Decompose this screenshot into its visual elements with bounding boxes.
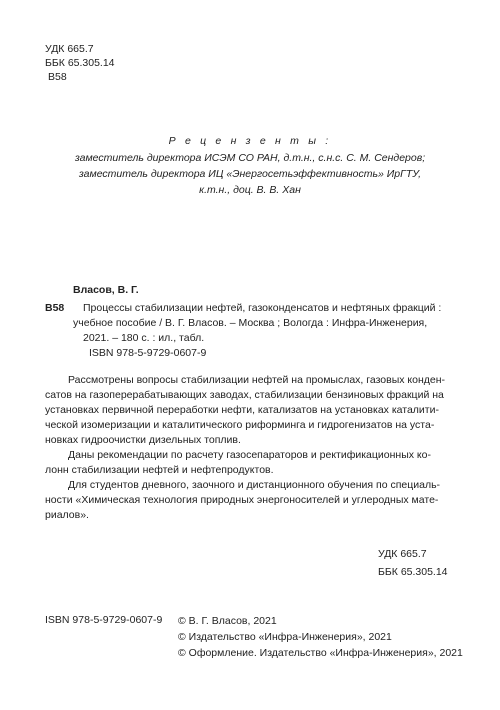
abstract-line: новках гидроочистки дизельных топлив. [45, 434, 241, 446]
copyright-line: © Оформление. Издательство «Инфра-Инженерия», 2021 [178, 647, 463, 659]
abstract-line: риалов». [45, 509, 89, 521]
bibliographic-line: учебное пособие / В. Г. Власов. – Москва ; Вологда : Инфра-Инженерия, [73, 317, 428, 329]
author-name: Власов, В. Г. [73, 284, 139, 296]
classification-codes-bottom [378, 545, 448, 581]
bibliographic-line: 2021. – 180 с. : ил., табл. [83, 332, 205, 344]
abstract-line: Рассмотрены вопросы стабилизации нефтей на промыслах, газовых конден- [68, 374, 446, 386]
abstract-line: ческой изомеризации и каталитического риформинга и гидрогенизатов на уста- [45, 419, 435, 431]
bibliographic-line: Процессы стабилизации нефтей, газоконденсатов и нефтяных фракций : [83, 302, 442, 314]
bibliographic-description [73, 301, 468, 361]
udk-code: УДК 665.7 [45, 43, 94, 55]
bibliographic-code: В58 [45, 302, 65, 314]
abstract-line: Даны рекомендации по расчету газосепараторов и ректификационных ко- [68, 449, 431, 461]
reviewer-line: заместитель директора ИЦ «Энергосетьэффективность» ИрГТУ, [78, 168, 422, 180]
bbk-code-bottom: ББК 65.305.14 [378, 566, 448, 578]
abstract-line: Для студентов дневного, заочного и дистанционного обучения по специаль- [68, 479, 441, 491]
abstract-line: установках первичной переработки нефти, катализатов на установках каталити- [45, 404, 439, 416]
copyright-line: © В. Г. Власов, 2021 [178, 615, 277, 627]
abstract-line: лонн стабилизации нефтей и нефтепродуктов. [45, 464, 274, 476]
copyright-notices [178, 613, 463, 661]
author-mark-code: В58 [48, 71, 67, 83]
bibliographic-isbn: ISBN 978-5-9729-0607-9 [89, 347, 207, 359]
bbk-code: ББК 65.305.14 [45, 57, 115, 69]
copyright-line: © Издательство «Инфра-Инженерия», 2021 [178, 631, 392, 643]
reviewers-heading: Р е ц е н з е н т ы : [168, 135, 332, 147]
reviewer-line: заместитель директора ИСЭМ СО РАН, д.т.н., с.н.с. С. М. Сендеров; [74, 152, 426, 164]
reviewer-line: к.т.н., доц. В. В. Хан [199, 184, 301, 196]
abstract [45, 373, 465, 523]
classification-codes [45, 42, 115, 84]
isbn-footer: ISBN 978-5-9729-0607-9 [45, 614, 163, 626]
abstract-line: сатов на газоперерабатывающих заводах, стабилизации бензиновых фракций на [45, 389, 444, 401]
reviewers-block [0, 133, 500, 198]
udk-code-bottom: УДК 665.7 [378, 548, 427, 560]
abstract-line: ности «Химическая технология природных энергоносителей и углеродных мате- [45, 494, 439, 506]
